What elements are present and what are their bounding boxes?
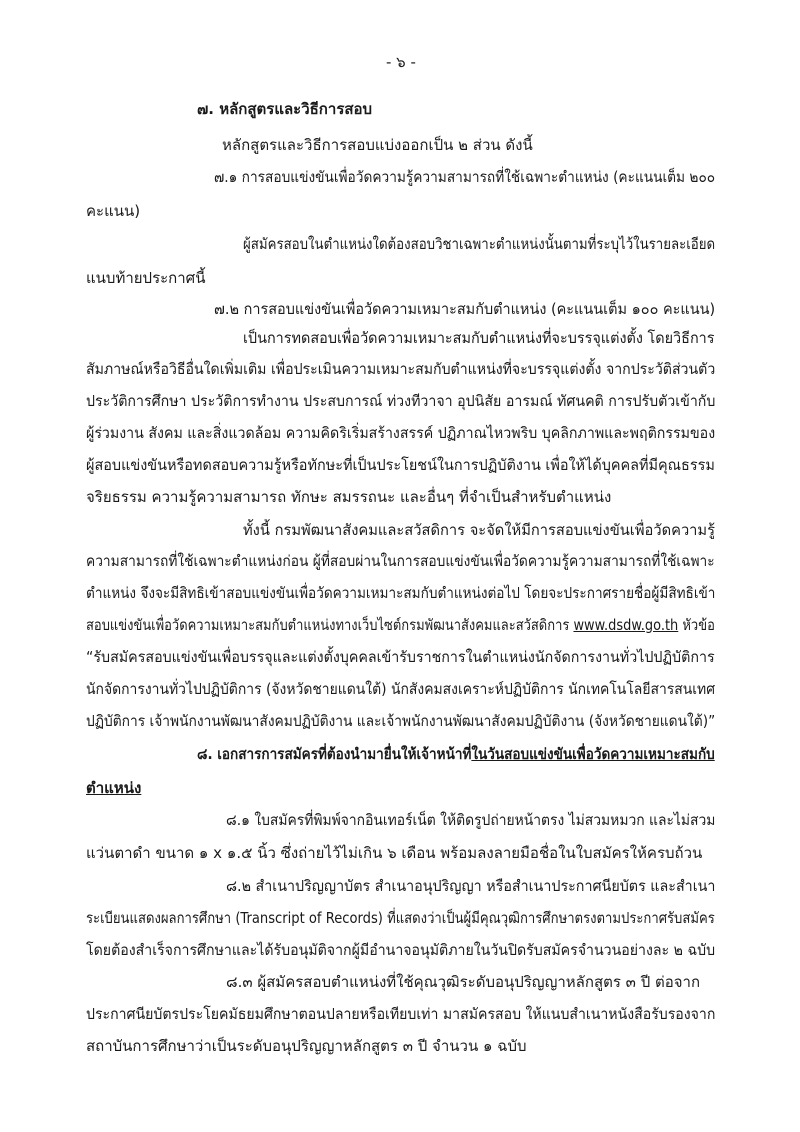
item-7-2-paragraph-line: สัมภาษณ์หรือวิธีอื่นใดเพิ่มเติม เพื่อประเมินความเหมาะสมกับตำแหน่งที่จะบรรจุแต่งตั้ง จากประวัติส่วนตัว: [86, 360, 716, 378]
item-7-1-line-2: คะแนน): [86, 202, 141, 220]
item-8-3-line: ประกาศนียบัตรประโยคมัธยมศึกษาตอนปลายหรือเทียบเท่า มาสมัครสอบ ให้แนบสำเนาหนังสือรับรองจาก: [86, 1005, 716, 1023]
section-7-heading: ๗. หลักสูตรและวิธีการสอบ: [197, 100, 373, 118]
item-7-2-paragraph-line: ผู้สอบแข่งขันหรือทดสอบความรู้หรือทักษะที่เป็นประโยชน์ในการปฏิบัติงาน เพื่อให้ได้บุคคลที่มีคุณธรรม: [86, 456, 715, 474]
note-line: ปฏิบัติการ เจ้าพนักงานพัฒนาสังคมปฏิบัติงาน และเจ้าพนักงานพัฒนาสังคมปฏิบัติงาน (จังหวัดชายแดนใต้)”: [86, 712, 716, 730]
item-7-1-detail-2: แนบท้ายประกาศนี้: [86, 269, 206, 287]
item-7-2-line-1: ๗.๒ การสอบแข่งขันเพื่อวัดความเหมาะสมกับตำแหน่ง (คะแนนเต็ม ๑๐๐ คะแนน): [214, 300, 716, 318]
item-8-2-line: ระเบียนแสดงผลการศึกษา (Transcript of Records) ที่แสดงว่าเป็นผู้มีคุณวุฒิการศึกษาตรงตามประกาศรับสมัคร: [86, 909, 715, 927]
item-8-2-line: ๘.๒ สำเนาปริญญาบัตร สำเนาอนุปริญญา หรือสำเนาประกาศนียบัตร และสำเนา: [226, 877, 716, 895]
item-7-2-paragraph-line: จริยธรรม ความรู้ความสามารถ ทักษะ สมรรถนะ และอื่นๆ ที่จำเป็นสำหรับตำแหน่ง: [86, 488, 612, 506]
note-line: ทั้งนี้ กรมพัฒนาสังคมและสวัสดิการ จะจัดให้มีการสอบแข่งขันเพื่อวัดความรู้: [243, 521, 716, 539]
section-8-heading-underlined: ในวันสอบแข่งขันเพื่อวัดความเหมาะสมกับ: [471, 745, 715, 763]
item-8-3-line: ๘.๓ ผู้สมัครสอบตำแหน่งที่ใช้คุณวุฒิระดับอนุปริญญาหลักสูตร ๓ ปี ต่อจาก: [226, 973, 701, 991]
page-number: - ๖ -: [386, 53, 416, 71]
section-8-heading-line-2: ตำแหน่ง: [86, 779, 142, 797]
section-8-heading-text: ๘. เอกสารการสมัครที่ต้องนำมายื่นให้เจ้าหน้าที่: [197, 745, 472, 763]
note-line-text: สอบแข่งขันเพื่อวัดความเหมาะสมกับตำแหน่งทางเว็บไซต์กรมพัฒนาสังคมและสวัสดิการ: [86, 616, 570, 634]
website-link[interactable]: www.dsdw.go.th: [573, 616, 679, 634]
note-line-text: หัวข้อ: [682, 616, 715, 634]
item-7-2-paragraph-line: ประวัติการศึกษา ประวัติการทำงาน ประสบการณ์ ท่วงทีวาจา อุปนิสัย อารมณ์ ทัศนคติ การปรับตัวเข้ากับ: [86, 392, 716, 410]
section-8-heading: [197, 744, 715, 764]
item-7-1-detail-1: ผู้สมัครสอบในตำแหน่งใดต้องสอบวิชาเฉพาะตำแหน่งนั้นตามที่ระบุไว้ในรายละเอียด: [243, 235, 716, 253]
item-7-2-paragraph-line: เป็นการทดสอบเพื่อวัดความเหมาะสมกับตำแหน่งที่จะบรรจุแต่งตั้ง โดยวิธีการ: [243, 329, 715, 347]
item-8-3-line: สถาบันการศึกษาว่าเป็นระดับอนุปริญญาหลักสูตร ๓ ปี จำนวน ๑ ฉบับ: [86, 1037, 527, 1055]
item-8-1-line: แว่นตาดำ ขนาด ๑ x ๑.๕ นิ้ว ซึ่งถ่ายไว้ไม่เกิน ๖ เดือน พร้อมลงลายมือชื่อในใบสมัครให้ครบถ้วน: [86, 844, 703, 862]
note-line: ตำแหน่ง จึงจะมีสิทธิเข้าสอบแข่งขันเพื่อวัดความเหมาะสมกับตำแหน่งต่อไป โดยจะประกาศรายชื่อผู้มีสิทธิเข้า: [86, 584, 716, 602]
note-line: นักจัดการงานทั่วไปปฏิบัติการ (จังหวัดชายแดนใต้) นักสังคมสงเคราะห์ปฏิบัติการ นักเทคโนโลยีสารสนเทศ: [86, 680, 716, 698]
section-7-intro: หลักสูตรและวิธีการสอบแบ่งออกเป็น ๒ ส่วน ดังนี้: [222, 136, 533, 154]
item-8-1-line: ๘.๑ ใบสมัครที่พิมพ์จากอินเทอร์เน็ต ให้ติดรูปถ่ายหน้าตรง ไม่สวมหมวก และไม่สวม: [226, 811, 716, 829]
item-8-2-line: โดยต้องสำเร็จการศึกษาและได้รับอนุมัติจากผู้มีอำนาจอนุมัติภายในวันปิดรับสมัครจำนวนอย่างละ ๒ ฉบับ: [86, 941, 716, 959]
note-line: “รับสมัครสอบแข่งขันเพื่อบรรจุและแต่งตั้งบุคคลเข้ารับราชการในตำแหน่งนักจัดการงานทั่วไปปฏิบัติการ: [86, 648, 715, 666]
note-line: ความสามารถที่ใช้เฉพาะตำแหน่งก่อน ผู้ที่สอบผ่านในการสอบแข่งขันเพื่อวัดความรู้ความสามารถที่ใช้เฉพาะ: [86, 552, 715, 570]
note-line-with-link: [86, 615, 715, 635]
item-7-1-line-1: ๗.๑ การสอบแข่งขันเพื่อวัดความรู้ความสามารถที่ใช้เฉพาะตำแหน่ง (คะแนนเต็ม ๒๐๐: [214, 168, 716, 186]
item-7-2-paragraph-line: ผู้ร่วมงาน สังคม และสิ่งแวดล้อม ความคิดริเริ่มสร้างสรรค์ ปฏิภาณไหวพริบ บุคลิกภาพและพฤติกรรมของ: [86, 424, 716, 442]
